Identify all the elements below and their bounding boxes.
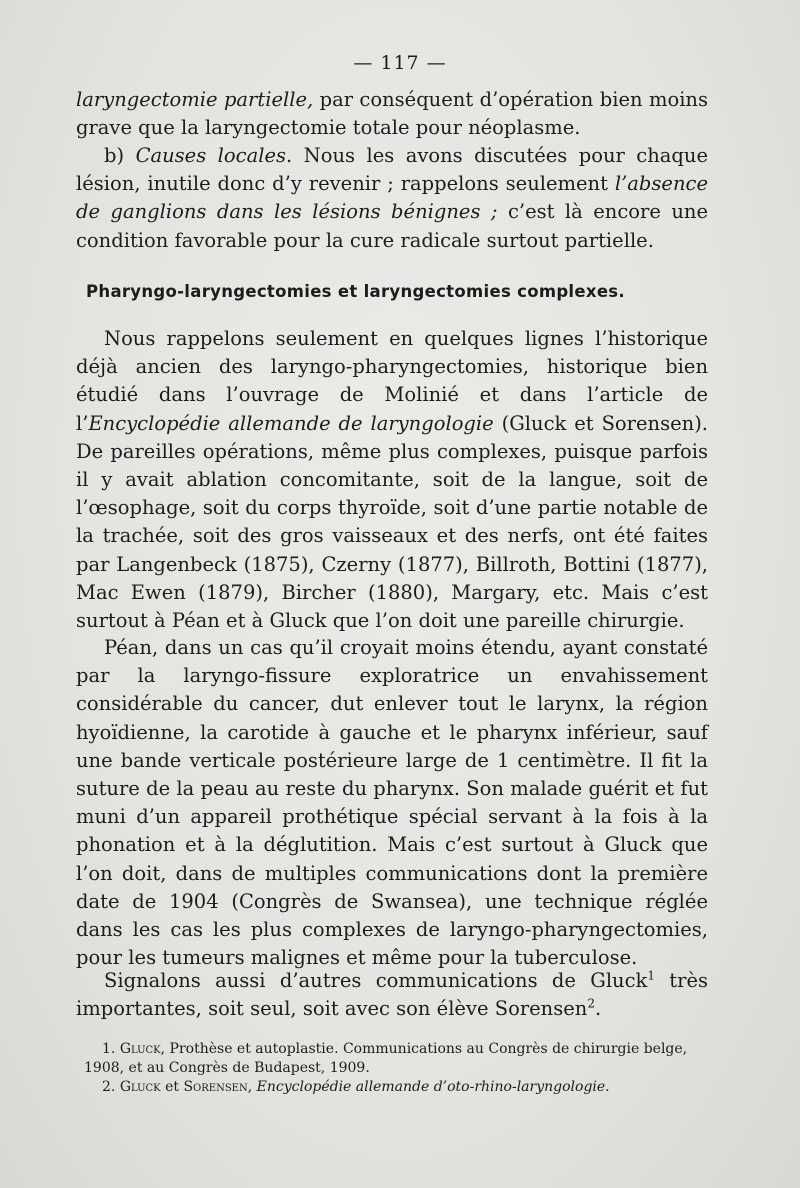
footnote-author: Gluck — [119, 1041, 161, 1057]
list-label: b) — [104, 144, 136, 167]
footnote-italic-title: Encyclopédie allemande d’oto-rhino-laryngologie. — [256, 1079, 610, 1095]
footnotes — [84, 1040, 720, 1097]
footnote-text: , Prothèse et autoplastie. Communications au Congrès de chirurgie belge, 1908, et au Congrès de Budapest, 1909. — [84, 1041, 688, 1076]
paragraph-text: très importantes, soit seul, soit avec son élève Sorensen — [76, 969, 709, 1021]
paragraph-text: Nous les avons discutées pour chaque lésion, inutile donc d’y revenir ; rappelons seulement — [76, 144, 708, 196]
paragraph-2 — [76, 142, 708, 255]
paragraph-5 — [76, 967, 708, 1023]
footnote-number: 1. — [102, 1041, 120, 1057]
paragraph-text: Signalons aussi d’autres communications de Gluck — [104, 969, 648, 992]
paragraph-text: (Gluck et Sorensen). De pareilles opérations, même plus complexes, puisque parfois il y avait ablation concomitante, soit de la langue, soit de l’œsophage, soit du corps thyroïde, soit d’une partie notable de la trachée, soit des gros vaisseaux et des nerfs, ont été faites par Langenbeck (1875), Czerny (1877), Billroth, Bottini (1877), Mac Ewen (1879), Bircher (1880), Margary, etc. Mais c’est surtout à Péan et à Gluck que l’on doit une pareille chirurgie. — [76, 411, 708, 633]
footnote-author: Gluck — [119, 1079, 161, 1095]
paragraph-text: Nous rappelons seulement en quelques lignes l’historique déjà ancien des laryngo-pharyngectomies, historique bien étudié dans l’ouvrage de Molinié et dans l’article de l’ — [76, 327, 708, 435]
footnote-author: Sorensen — [183, 1079, 248, 1095]
paragraph-text: c’est là encore une condition favorable pour la cure radicale surtout partielle. — [76, 200, 708, 252]
paragraph-text: par conséquent d’opération bien moins grave que la laryngectomie totale pour néoplasme. — [76, 88, 708, 140]
italic-title: Encyclopédie allemande de laryngologie — [88, 411, 494, 435]
footnote-text: , — [247, 1079, 257, 1095]
footnote-2 — [84, 1078, 720, 1097]
section-title: Causes locales. — [135, 144, 293, 167]
paragraph-text: . — [595, 997, 602, 1021]
paragraph-1 — [76, 86, 708, 142]
footnote-number: 2. — [102, 1079, 120, 1095]
italic-phrase: l’absence de ganglions dans les lésions bénignes ; — [76, 172, 708, 224]
paragraph-text: Péan, dans un cas qu’il croyait moins étendu, ayant constaté par la laryngo-fissure exploratrice un envahissement considérable du cancer, dut enlever tout le larynx, la région hyoïdienne, la carotide à gauche et le pharynx inférieur, sauf une bande verticale postérieure large de 1 centimètre. Il fit la suture de la peau au reste du pharynx. Son malade guérit et fut muni d’un appareil prothétique spécial servant à la fois à la phonation et à la déglutition. Mais c’est surtout à Gluck que l’on doit, dans de multiples communications dont la première date de 1904 (Congrès de Swansea), une technique réglée dans les cas les plus complexes de laryngo-pharyngectomies, pour les tumeurs malignes et même pour la tuberculose. — [76, 636, 708, 970]
page-number: — 117 — — [353, 52, 447, 74]
footnote-text: et — [160, 1079, 184, 1095]
section-heading: Pharyngo-laryngectomies et laryngectomies complexes. — [86, 282, 625, 301]
footnote-1 — [84, 1040, 720, 1078]
paragraph-4 — [76, 634, 708, 972]
footnote-marker: 1 — [647, 968, 655, 983]
footnote-marker: 2 — [587, 996, 595, 1011]
paragraph-3 — [76, 325, 708, 635]
italic-phrase: laryngectomie partielle, — [76, 88, 314, 111]
